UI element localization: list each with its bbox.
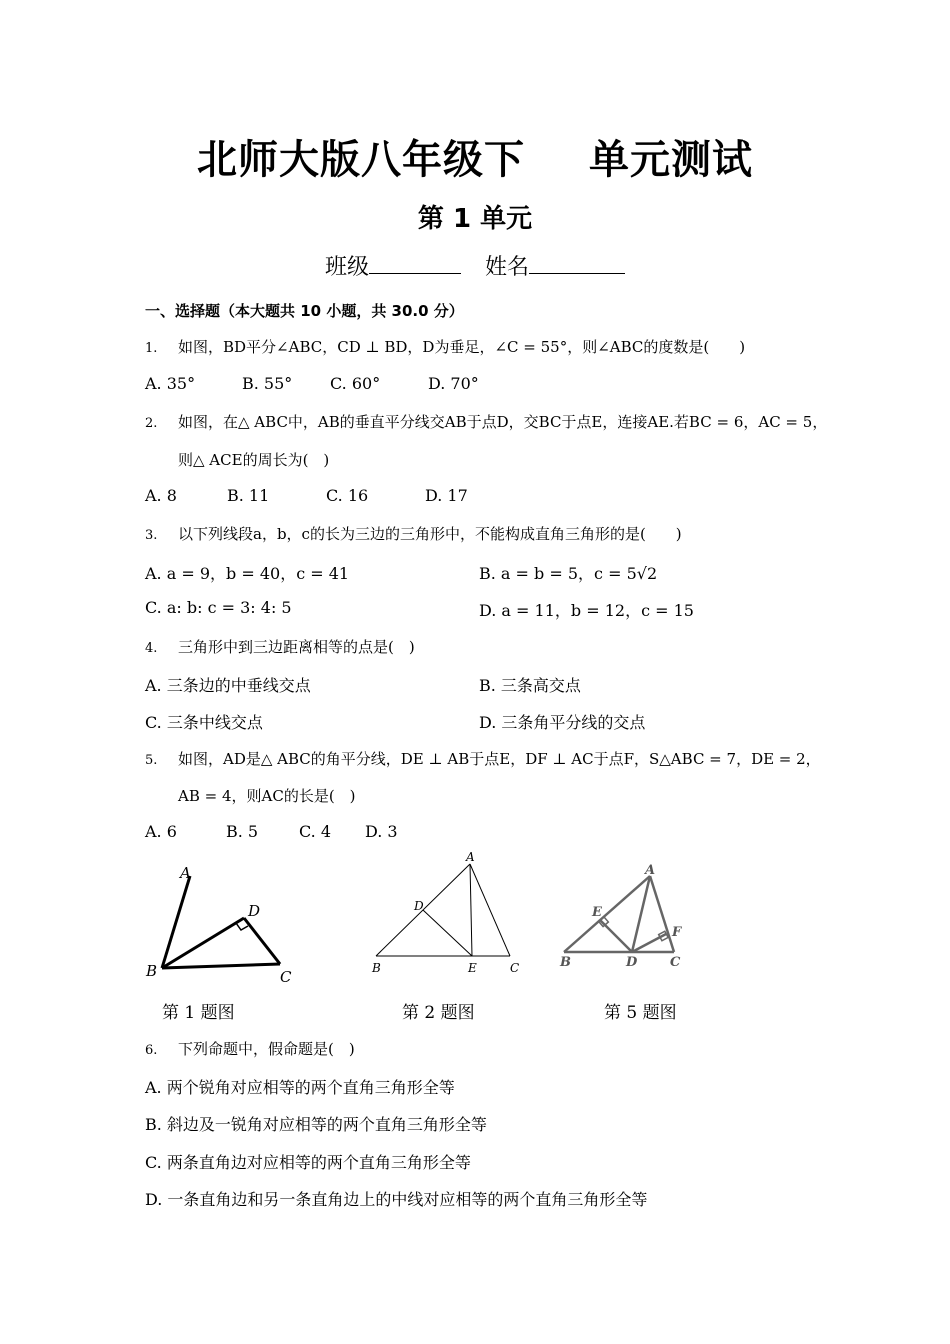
- q2-option-b[interactable]: B. 11: [227, 486, 270, 505]
- page-title: [0, 128, 950, 185]
- figure-2-caption: 第 2 题图: [402, 1003, 475, 1023]
- q1-option-c[interactable]: C. 60°: [330, 374, 381, 393]
- q2-option-d[interactable]: D. 17: [425, 486, 468, 505]
- title-right: 单元测试: [589, 137, 753, 183]
- question-5-line-2: AB = 4，则AC的长是( ): [178, 787, 356, 805]
- fig5-label-e: E: [592, 905, 602, 920]
- fig1-label-b: B: [146, 962, 158, 980]
- class-blank[interactable]: [369, 253, 461, 274]
- q5-option-d[interactable]: D. 3: [365, 822, 398, 841]
- q5-option-b[interactable]: B. 5: [226, 822, 259, 841]
- question-number: 6.: [145, 1043, 158, 1058]
- fig2-segment-ae: [470, 864, 472, 956]
- question-number: 4.: [145, 641, 158, 656]
- question-text: 如图，AD是△ ABC的角平分线，DE ⊥ AB于点E，DF ⊥ AC于点F，S△ABC = 7，DE = 2，: [178, 750, 821, 768]
- name-blank[interactable]: [529, 253, 625, 274]
- question-text: 下列命题中，假命题是( ): [178, 1040, 355, 1058]
- question-4: [145, 636, 415, 657]
- q4-option-d[interactable]: D. 三条角平分线的交点: [479, 713, 646, 732]
- q1-option-d[interactable]: D. 70°: [428, 374, 479, 393]
- fig5-segment-ad: [632, 876, 650, 952]
- question-text: 三角形中到三边距离相等的点是( ): [178, 638, 415, 656]
- question-2-line-2: 则△ ACE的周长为( ): [178, 451, 330, 469]
- fig2-label-a: A: [466, 850, 475, 864]
- fig1-segment-dc: [244, 918, 280, 964]
- fig5-segment-ab: [564, 876, 650, 952]
- question-5: [145, 748, 821, 769]
- q1-option-b[interactable]: B. 55°: [242, 374, 293, 393]
- q3-option-d[interactable]: D. a = 11，b = 12，c = 15: [479, 601, 694, 620]
- name-label: 姓名: [485, 255, 530, 280]
- question-1: [145, 336, 745, 357]
- q4-option-a[interactable]: A. 三条边的中垂线交点: [145, 676, 311, 695]
- fig5-label-f: F: [672, 925, 682, 940]
- q3-option-b[interactable]: B. a = b = 5，c = 5√2: [479, 564, 658, 583]
- fig1-right-angle-mark: [236, 923, 248, 930]
- question-6: [145, 1038, 355, 1059]
- figure-2-diagram: [362, 848, 532, 978]
- question-number: 1.: [145, 341, 158, 356]
- class-label: 班级: [324, 255, 369, 280]
- question-number: 2.: [145, 416, 158, 431]
- q2-option-a[interactable]: A. 8: [145, 486, 177, 505]
- q4-option-b[interactable]: B. 三条高交点: [479, 676, 581, 695]
- fig5-label-b: B: [560, 955, 571, 970]
- unit-subtitle: 第 1 单元: [417, 204, 533, 234]
- question-text: 以下列线段a，b，c的长为三边的三角形中，不能构成直角三角形的是( ): [178, 525, 682, 543]
- fig1-label-a: A: [180, 864, 191, 882]
- fig5-label-a: A: [645, 863, 656, 878]
- fig5-label-d: D: [626, 955, 638, 970]
- q5-option-c[interactable]: C. 4: [299, 822, 332, 841]
- q3-option-a[interactable]: A. a = 9，b = 40，c = 41: [145, 564, 350, 583]
- q6-option-d[interactable]: D. 一条直角边和另一条直角边上的中线对应相等的两个直角三角形全等: [145, 1190, 648, 1209]
- question-text: 如图，BD平分∠ABC，CD ⊥ BD，D为垂足，∠C = 55°，则∠ABC的度数是( ): [178, 338, 746, 356]
- q6-option-b[interactable]: B. 斜边及一锐角对应相等的两个直角三角形全等: [145, 1115, 487, 1134]
- fig2-segment-de: [423, 910, 472, 956]
- student-info-line: [0, 250, 950, 281]
- q5-option-a[interactable]: A. 6: [145, 822, 177, 841]
- fig1-label-d: D: [248, 902, 261, 920]
- q6-option-c[interactable]: C. 两条直角边对应相等的两个直角三角形全等: [145, 1153, 471, 1172]
- fig5-label-c: C: [670, 955, 681, 970]
- section-heading: 一、选择题（本大题共 10 小题，共 30.0 分）: [145, 302, 464, 320]
- fig2-segment-ac: [470, 864, 510, 956]
- figure-1-caption: 第 1 题图: [162, 1003, 235, 1023]
- title-left: 北师大版八年级下: [197, 137, 525, 183]
- q6-option-a[interactable]: A. 两个锐角对应相等的两个直角三角形全等: [145, 1078, 455, 1097]
- q4-option-c[interactable]: C. 三条中线交点: [145, 713, 263, 732]
- fig1-segment-bc: [162, 964, 280, 968]
- question-2: [145, 411, 827, 432]
- question-number: 5.: [145, 753, 158, 768]
- figure-5-caption: 第 5 题图: [604, 1003, 677, 1023]
- question-number: 3.: [145, 528, 158, 543]
- question-3: [145, 523, 682, 544]
- q3-option-c[interactable]: C. a: b: c = 3: 4: 5: [145, 598, 292, 617]
- fig2-label-d: D: [414, 899, 424, 913]
- fig2-label-c: C: [510, 961, 520, 975]
- figure-1-diagram: [140, 858, 310, 988]
- fig1-label-c: C: [280, 968, 292, 986]
- fig2-label-e: E: [468, 961, 477, 975]
- fig5-segment-df: [632, 934, 666, 952]
- question-text: 如图，在△ ABC中，AB的垂直平分线交AB于点D，交BC于点E，连接AE.若BC = 6，AC = 5，: [178, 413, 828, 431]
- fig2-label-b: B: [372, 961, 381, 975]
- q2-option-c[interactable]: C. 16: [326, 486, 369, 505]
- figure-5-diagram: [552, 858, 702, 978]
- q1-option-a[interactable]: A. 35°: [145, 374, 196, 393]
